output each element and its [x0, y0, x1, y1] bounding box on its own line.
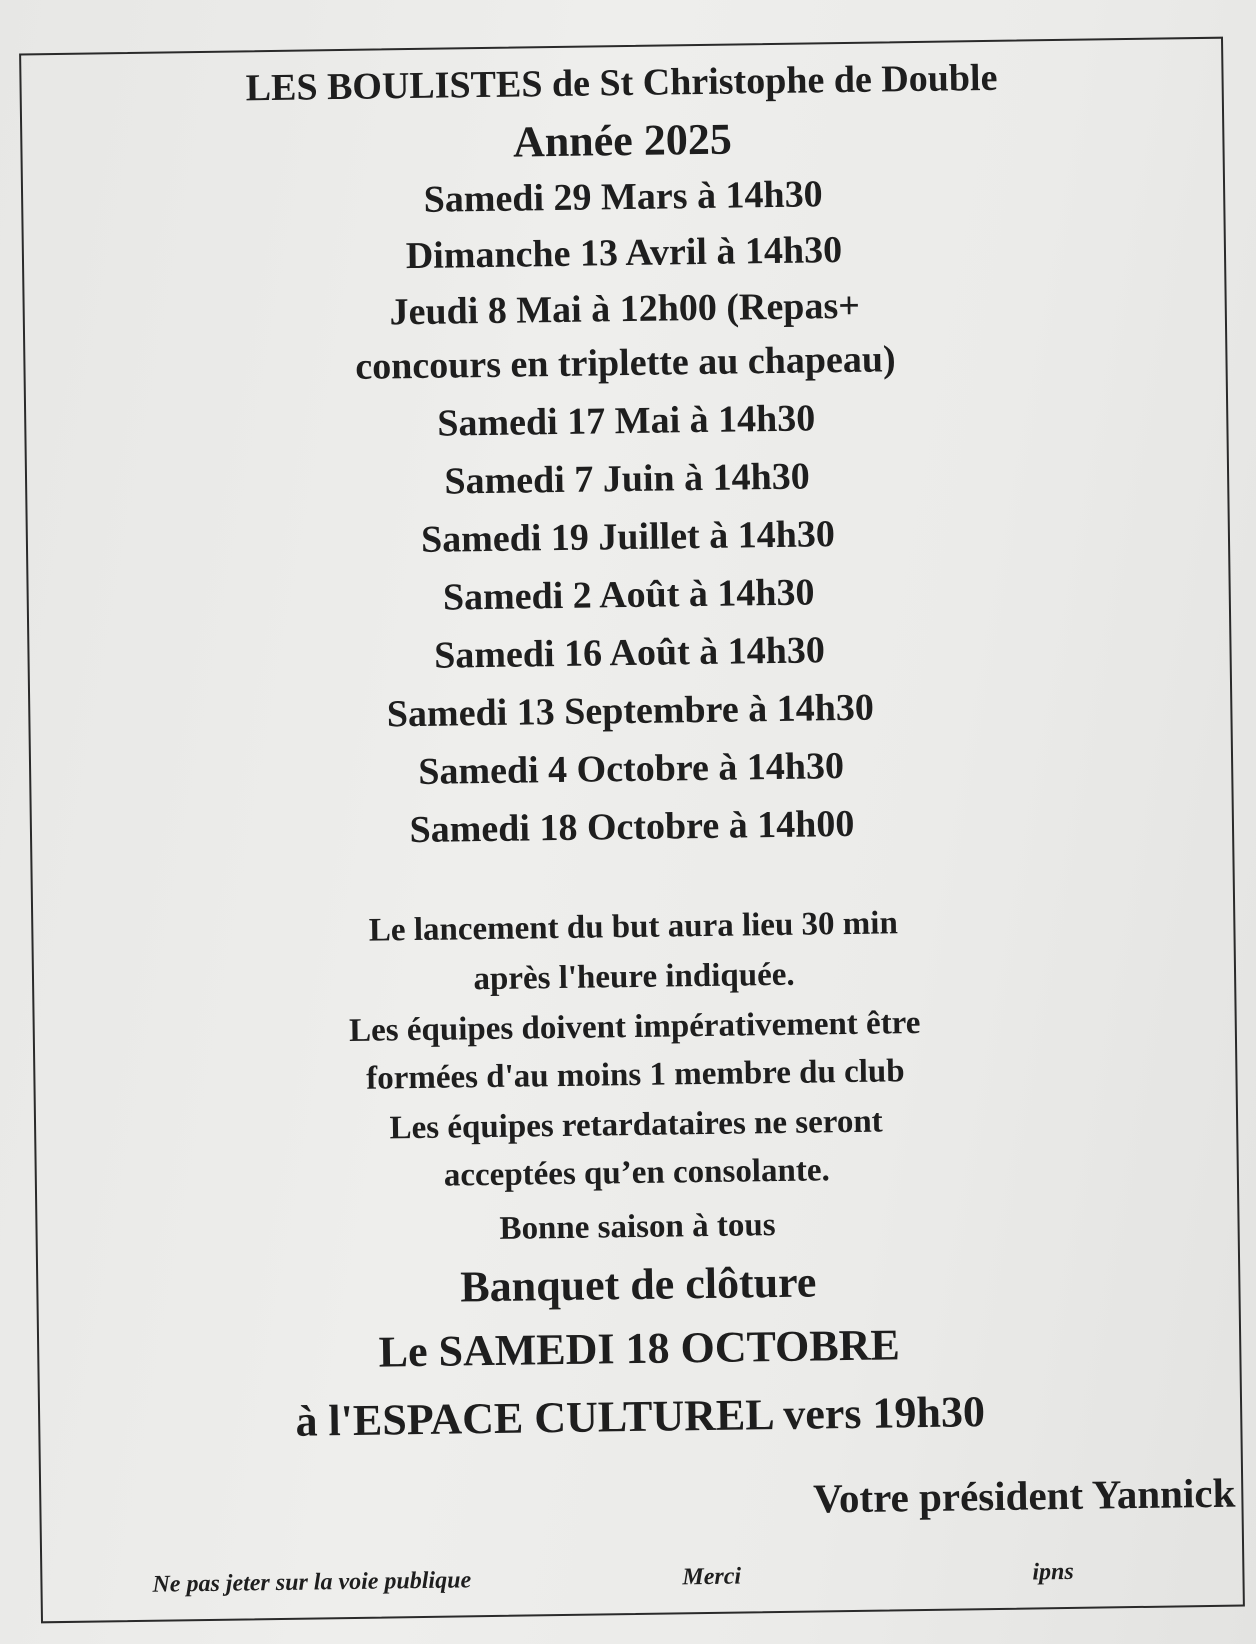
- rules-note: acceptées qu’en consolante.: [443, 1152, 830, 1194]
- schedule-line: Samedi 13 Septembre à 14h30: [386, 686, 875, 736]
- schedule-line: Samedi 2 Août à 14h30: [442, 571, 815, 619]
- schedule-line: Samedi 29 Mars à 14h30: [423, 173, 823, 221]
- schedule-line: Samedi 18 Octobre à 14h00: [409, 802, 855, 852]
- rules-note: Les équipes doivent impérativement être: [348, 1004, 921, 1049]
- footer-disposal-note: Ne pas jeter sur la voie publique: [152, 1567, 472, 1598]
- schedule-line: Samedi 7 Juin à 14h30: [444, 455, 811, 503]
- footer-thanks: Merci: [682, 1563, 742, 1591]
- footer-ipns: ipns: [1032, 1558, 1074, 1586]
- banquet-venue: à l'ESPACE CULTUREL vers 19h30: [295, 1387, 986, 1446]
- banquet-date: Le SAMEDI 18 OCTOBRE: [378, 1320, 901, 1377]
- rules-note: formées d'au moins 1 membre du club: [365, 1053, 905, 1097]
- rules-note: Les équipes retardataires ne seront: [389, 1103, 883, 1147]
- schedule-line: Samedi 16 Août à 14h30: [433, 629, 826, 677]
- schedule-line: Samedi 4 Octobre à 14h30: [418, 745, 845, 793]
- club-title: LES BOULISTES de St Christophe de Double: [245, 56, 998, 110]
- rules-note: Bonne saison à tous: [499, 1207, 776, 1247]
- season-year: Année 2025: [512, 114, 733, 167]
- rules-note: après l'heure indiquée.: [473, 956, 795, 998]
- schedule-line: Samedi 17 Mai à 14h30: [437, 397, 816, 445]
- banquet-heading: Banquet de clôture: [459, 1257, 817, 1312]
- schedule-line: Samedi 19 Juillet à 14h30: [420, 513, 836, 561]
- president-signature: Votre président Yannick: [812, 1469, 1236, 1522]
- flyer-frame: [19, 37, 1245, 1624]
- rules-note: Le lancement du but aura lieu 30 min: [368, 905, 899, 949]
- schedule-line: Jeudi 8 Mai à 12h00 (Repas+: [389, 284, 861, 334]
- schedule-line: Dimanche 13 Avril à 14h30: [405, 229, 843, 278]
- schedule-line: concours en triplette au chapeau): [355, 338, 896, 388]
